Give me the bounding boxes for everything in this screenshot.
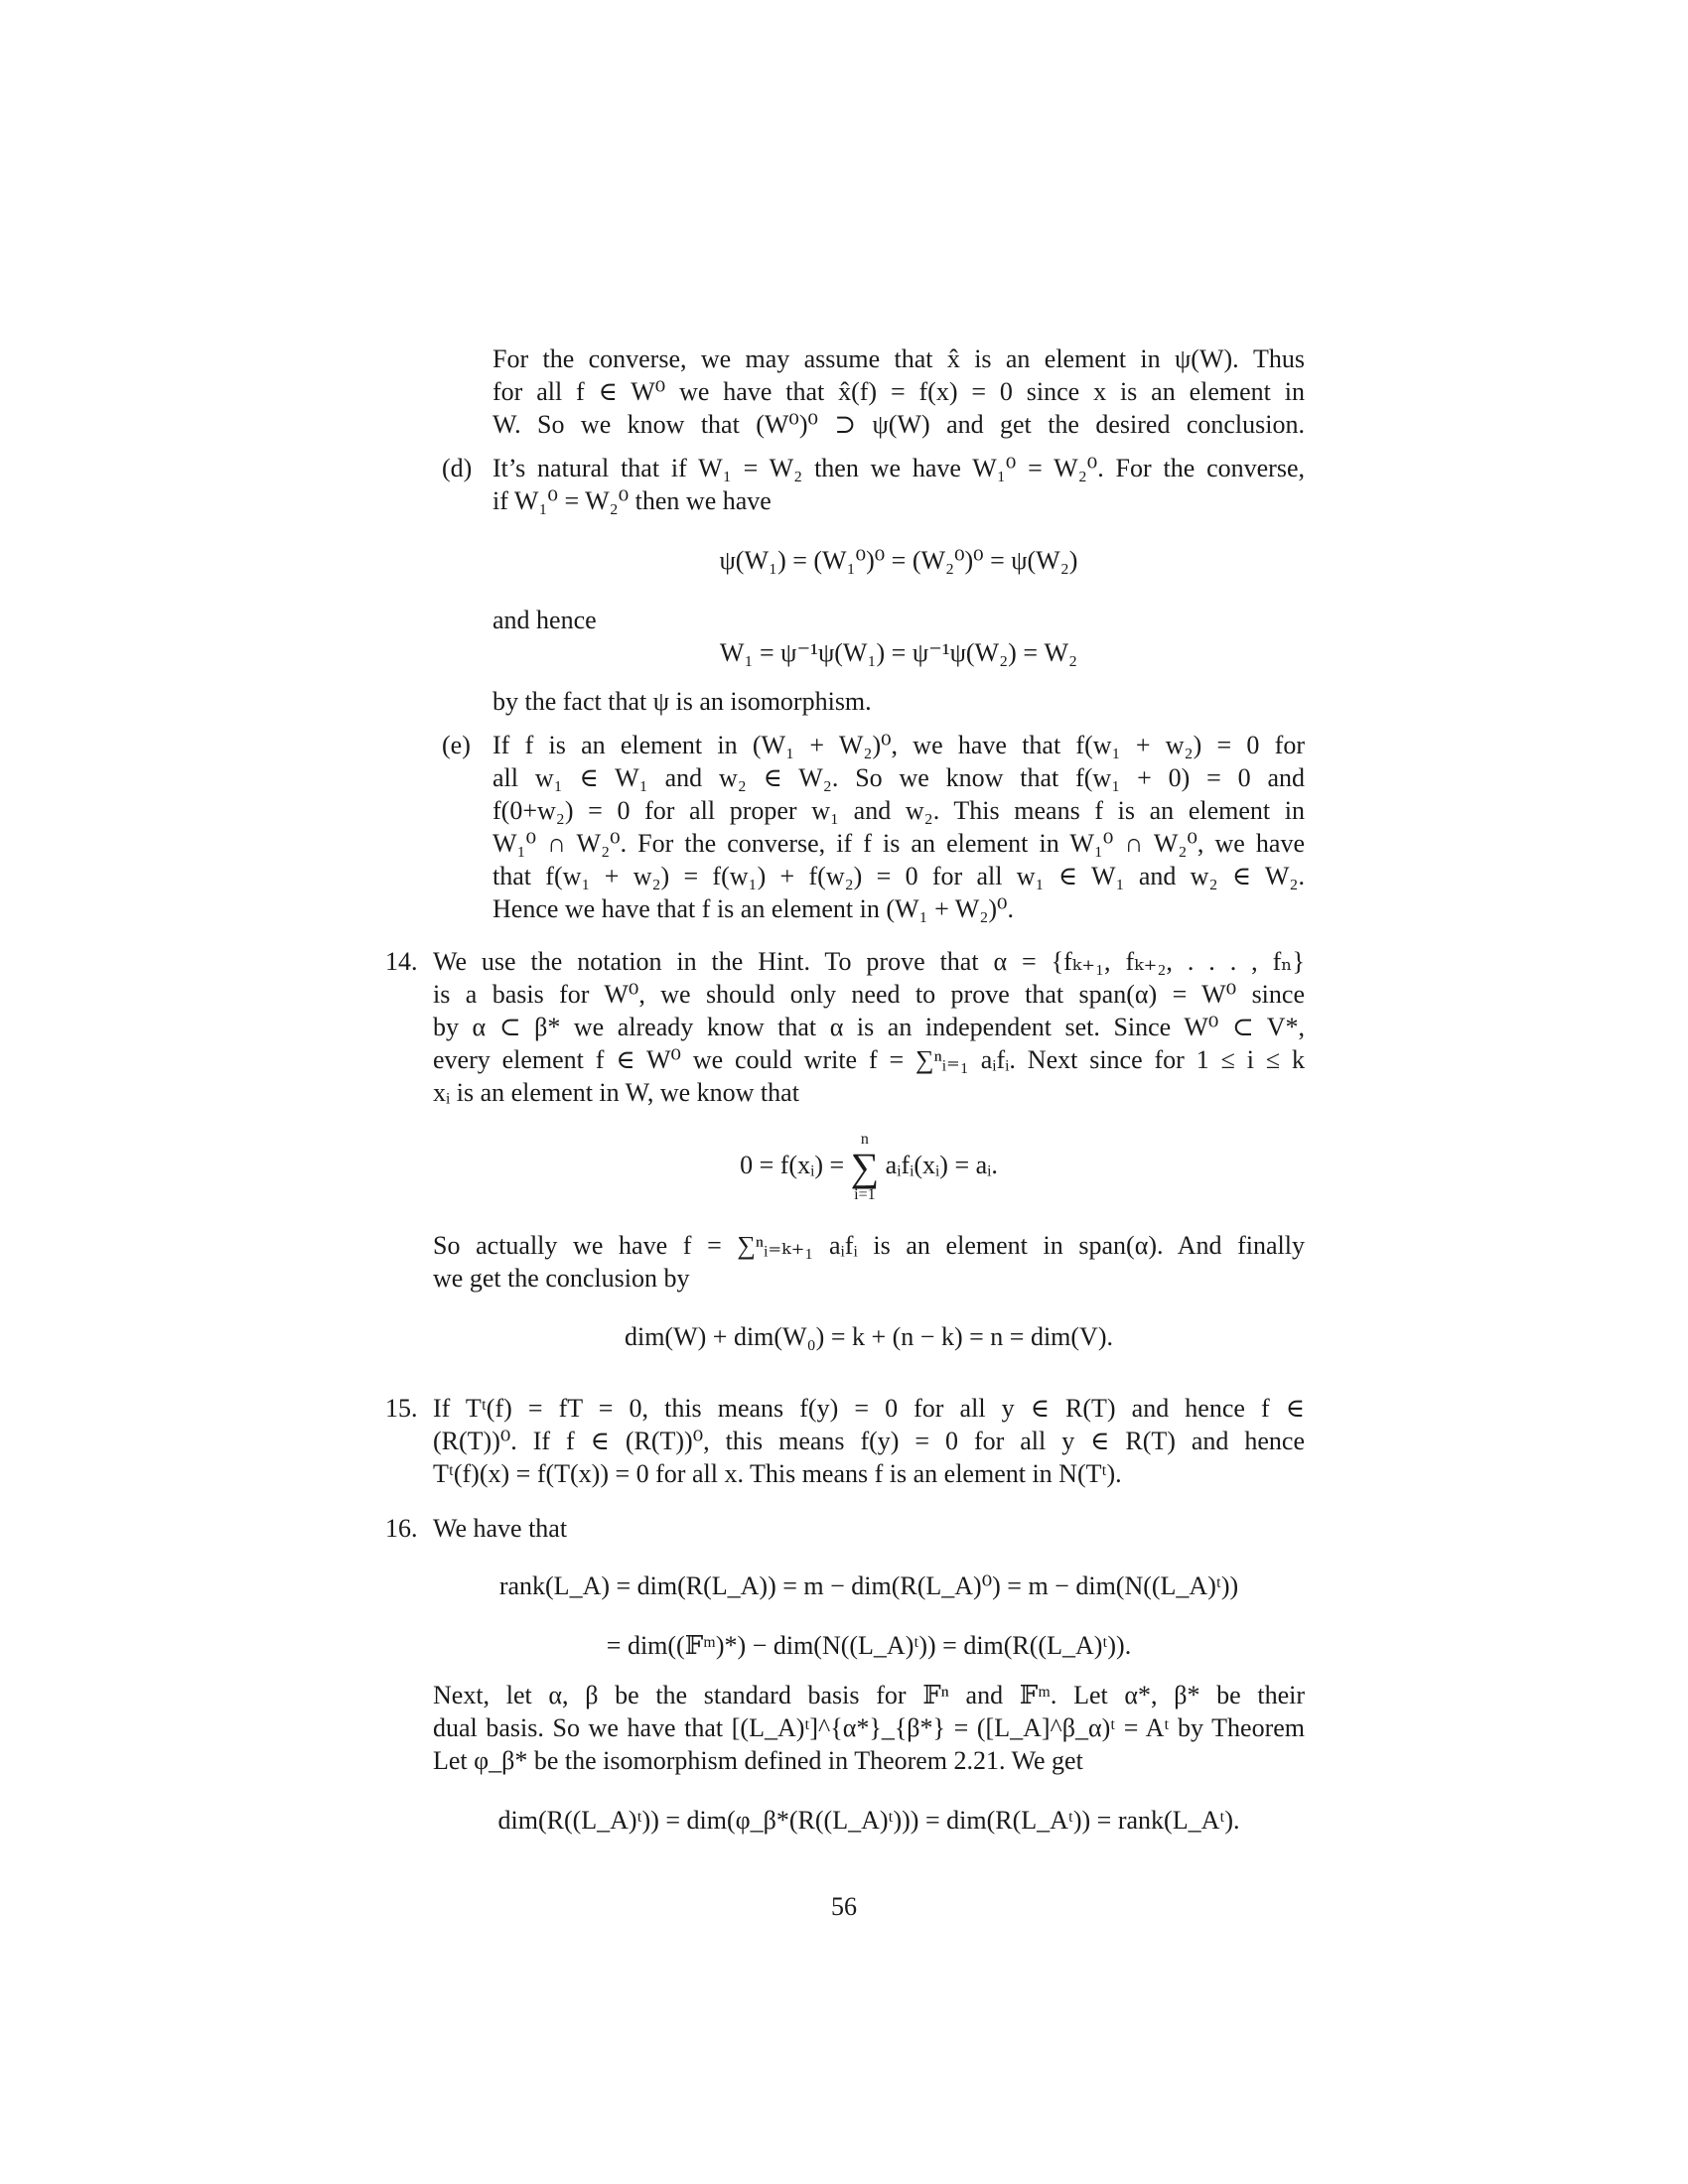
part-e-label: (e) [442, 731, 471, 759]
text-line: If Tᵗ(f) = fT = 0, this means f(y) = 0 for all y ∈ R(T) and hence f ∈ [433, 1394, 1305, 1423]
text-line: for all f ∈ W⁰ we have that x̂(f) = f(x) = 0 since x is an element in [492, 377, 1305, 406]
text-line: dual basis. So we have that [(L_A)ᵗ]^{α*}_{β*} = ([L_A]^β_α)ᵗ = Aᵗ by Theorem [433, 1713, 1305, 1742]
problem-14-number: 14. [385, 947, 418, 976]
text-line: If f is an element in (W₁ + W₂)⁰, we have that f(w₁ + w₂) = 0 for [492, 731, 1305, 759]
page-number: 56 [831, 1892, 857, 1921]
text-line: that f(w₁ + w₂) = f(w₁) + f(w₂) = 0 for all w₁ ∈ W₁ and w₂ ∈ W₂. [492, 862, 1305, 890]
equation-rank-cont: = dim((𝔽ᵐ)*) − dim(N((L_A)ᵗ)) = dim(R((L_A)ᵗ)). [606, 1631, 1132, 1660]
text-line: Let φ_β* be the isomorphism defined in Theorem 2.21. We get [433, 1746, 1083, 1775]
part-d-label: (d) [442, 454, 473, 482]
part-c-continuation [492, 342, 1305, 441]
equation-sum [433, 1132, 1305, 1203]
text-line: all w₁ ∈ W₁ and w₂ ∈ W₂. So we know that f(w₁ + 0) = 0 and [492, 763, 1305, 792]
part-d-text [492, 452, 1305, 517]
text-line: For the converse, we may assume that x̂ is an element in ψ(W). Thus [492, 344, 1305, 373]
text-line: We use the notation in the Hint. To prove that α = {fₖ₊₁, fₖ₊₂, . . . , fₙ} [433, 947, 1305, 976]
equation-rank: rank(L_A) = dim(R(L_A)) = m − dim(R(L_A)⁰) = m − dim(N((L_A)ᵗ)) [498, 1571, 1239, 1600]
text-line: It’s natural that if W₁ = W₂ then we have W₁⁰ = W₂⁰. For the converse, [492, 454, 1305, 482]
problem-16-number: 16. [385, 1514, 418, 1543]
problem-15-text [433, 1392, 1305, 1490]
problem-16-intro: We have that [433, 1514, 568, 1543]
text-line: W. So we know that (W⁰)⁰ ⊃ ψ(W) and get the desired conclusion. [492, 410, 1305, 439]
sigma-symbol: ∑ [850, 1145, 880, 1189]
equation-final: dim(R((L_A)ᵗ)) = dim(φ_β*(R((L_A)ᵗ))) = dim(R(L_Aᵗ)) = rank(L_Aᵗ). [497, 1806, 1240, 1835]
text-and-hence: and hence [492, 606, 597, 634]
summation [851, 1132, 880, 1203]
equation-sum-right: aᵢfᵢ(xᵢ) = aᵢ. [885, 1150, 998, 1179]
text-line: So actually we have f = ∑ⁿᵢ₌ₖ₊₁ aᵢfᵢ is an element in span(α). And finally [433, 1231, 1305, 1260]
problem-15-number: 15. [385, 1394, 418, 1423]
text-line: W₁⁰ ∩ W₂⁰. For the converse, if f is an element in W₁⁰ ∩ W₂⁰, we have [492, 829, 1305, 858]
text-line: f(0+w₂) = 0 for all proper w₁ and w₂. This means f is an element in [492, 796, 1305, 825]
text-line: Next, let α, β be the standard basis for 𝔽ⁿ and 𝔽ᵐ. Let α*, β* be their [433, 1681, 1305, 1709]
equation-psi: ψ(W₁) = (W₁⁰)⁰ = (W₂⁰)⁰ = ψ(W₂) [719, 546, 1078, 575]
equation-dim: dim(W) + dim(W₀) = k + (n − k) = n = dim(V). [624, 1322, 1113, 1351]
sum-upper-limit: n [860, 1131, 869, 1148]
problem-16-text [433, 1679, 1305, 1777]
sum-lower-limit: i=1 [854, 1186, 876, 1203]
text-isomorphism: by the fact that ψ is an isomorphism. [492, 687, 872, 716]
part-e-text [492, 729, 1305, 925]
text-line: is a basis for W⁰, we should only need to prove that span(α) = W⁰ since [433, 980, 1305, 1009]
text-line: every element f ∈ W⁰ we could write f = ∑ⁿᵢ₌₁ aᵢfᵢ. Next since for 1 ≤ i ≤ k [433, 1045, 1305, 1074]
text-line: Hence we have that f is an element in (W₁ + W₂)⁰. [492, 894, 1014, 923]
equation-sum-left: 0 = f(xᵢ) = [740, 1150, 851, 1179]
text-line: by α ⊂ β* we already know that α is an independent set. Since W⁰ ⊂ V*, [433, 1013, 1305, 1041]
text-line: xᵢ is an element in W, we know that [433, 1078, 799, 1107]
equation-inverse: W₁ = ψ⁻¹ψ(W₁) = ψ⁻¹ψ(W₂) = W₂ [719, 638, 1078, 667]
text-line: Tᵗ(f)(x) = f(T(x)) = 0 for all x. This means f is an element in N(Tᵗ). [433, 1459, 1122, 1488]
problem-14-text-2 [433, 1229, 1305, 1295]
problem-14-text [433, 945, 1305, 1109]
text-line: we get the conclusion by [433, 1264, 690, 1293]
text-line: (R(T))⁰. If f ∈ (R(T))⁰, this means f(y) = 0 for all y ∈ R(T) and hence [433, 1427, 1305, 1455]
text-line: if W₁⁰ = W₂⁰ then we have [492, 486, 772, 515]
